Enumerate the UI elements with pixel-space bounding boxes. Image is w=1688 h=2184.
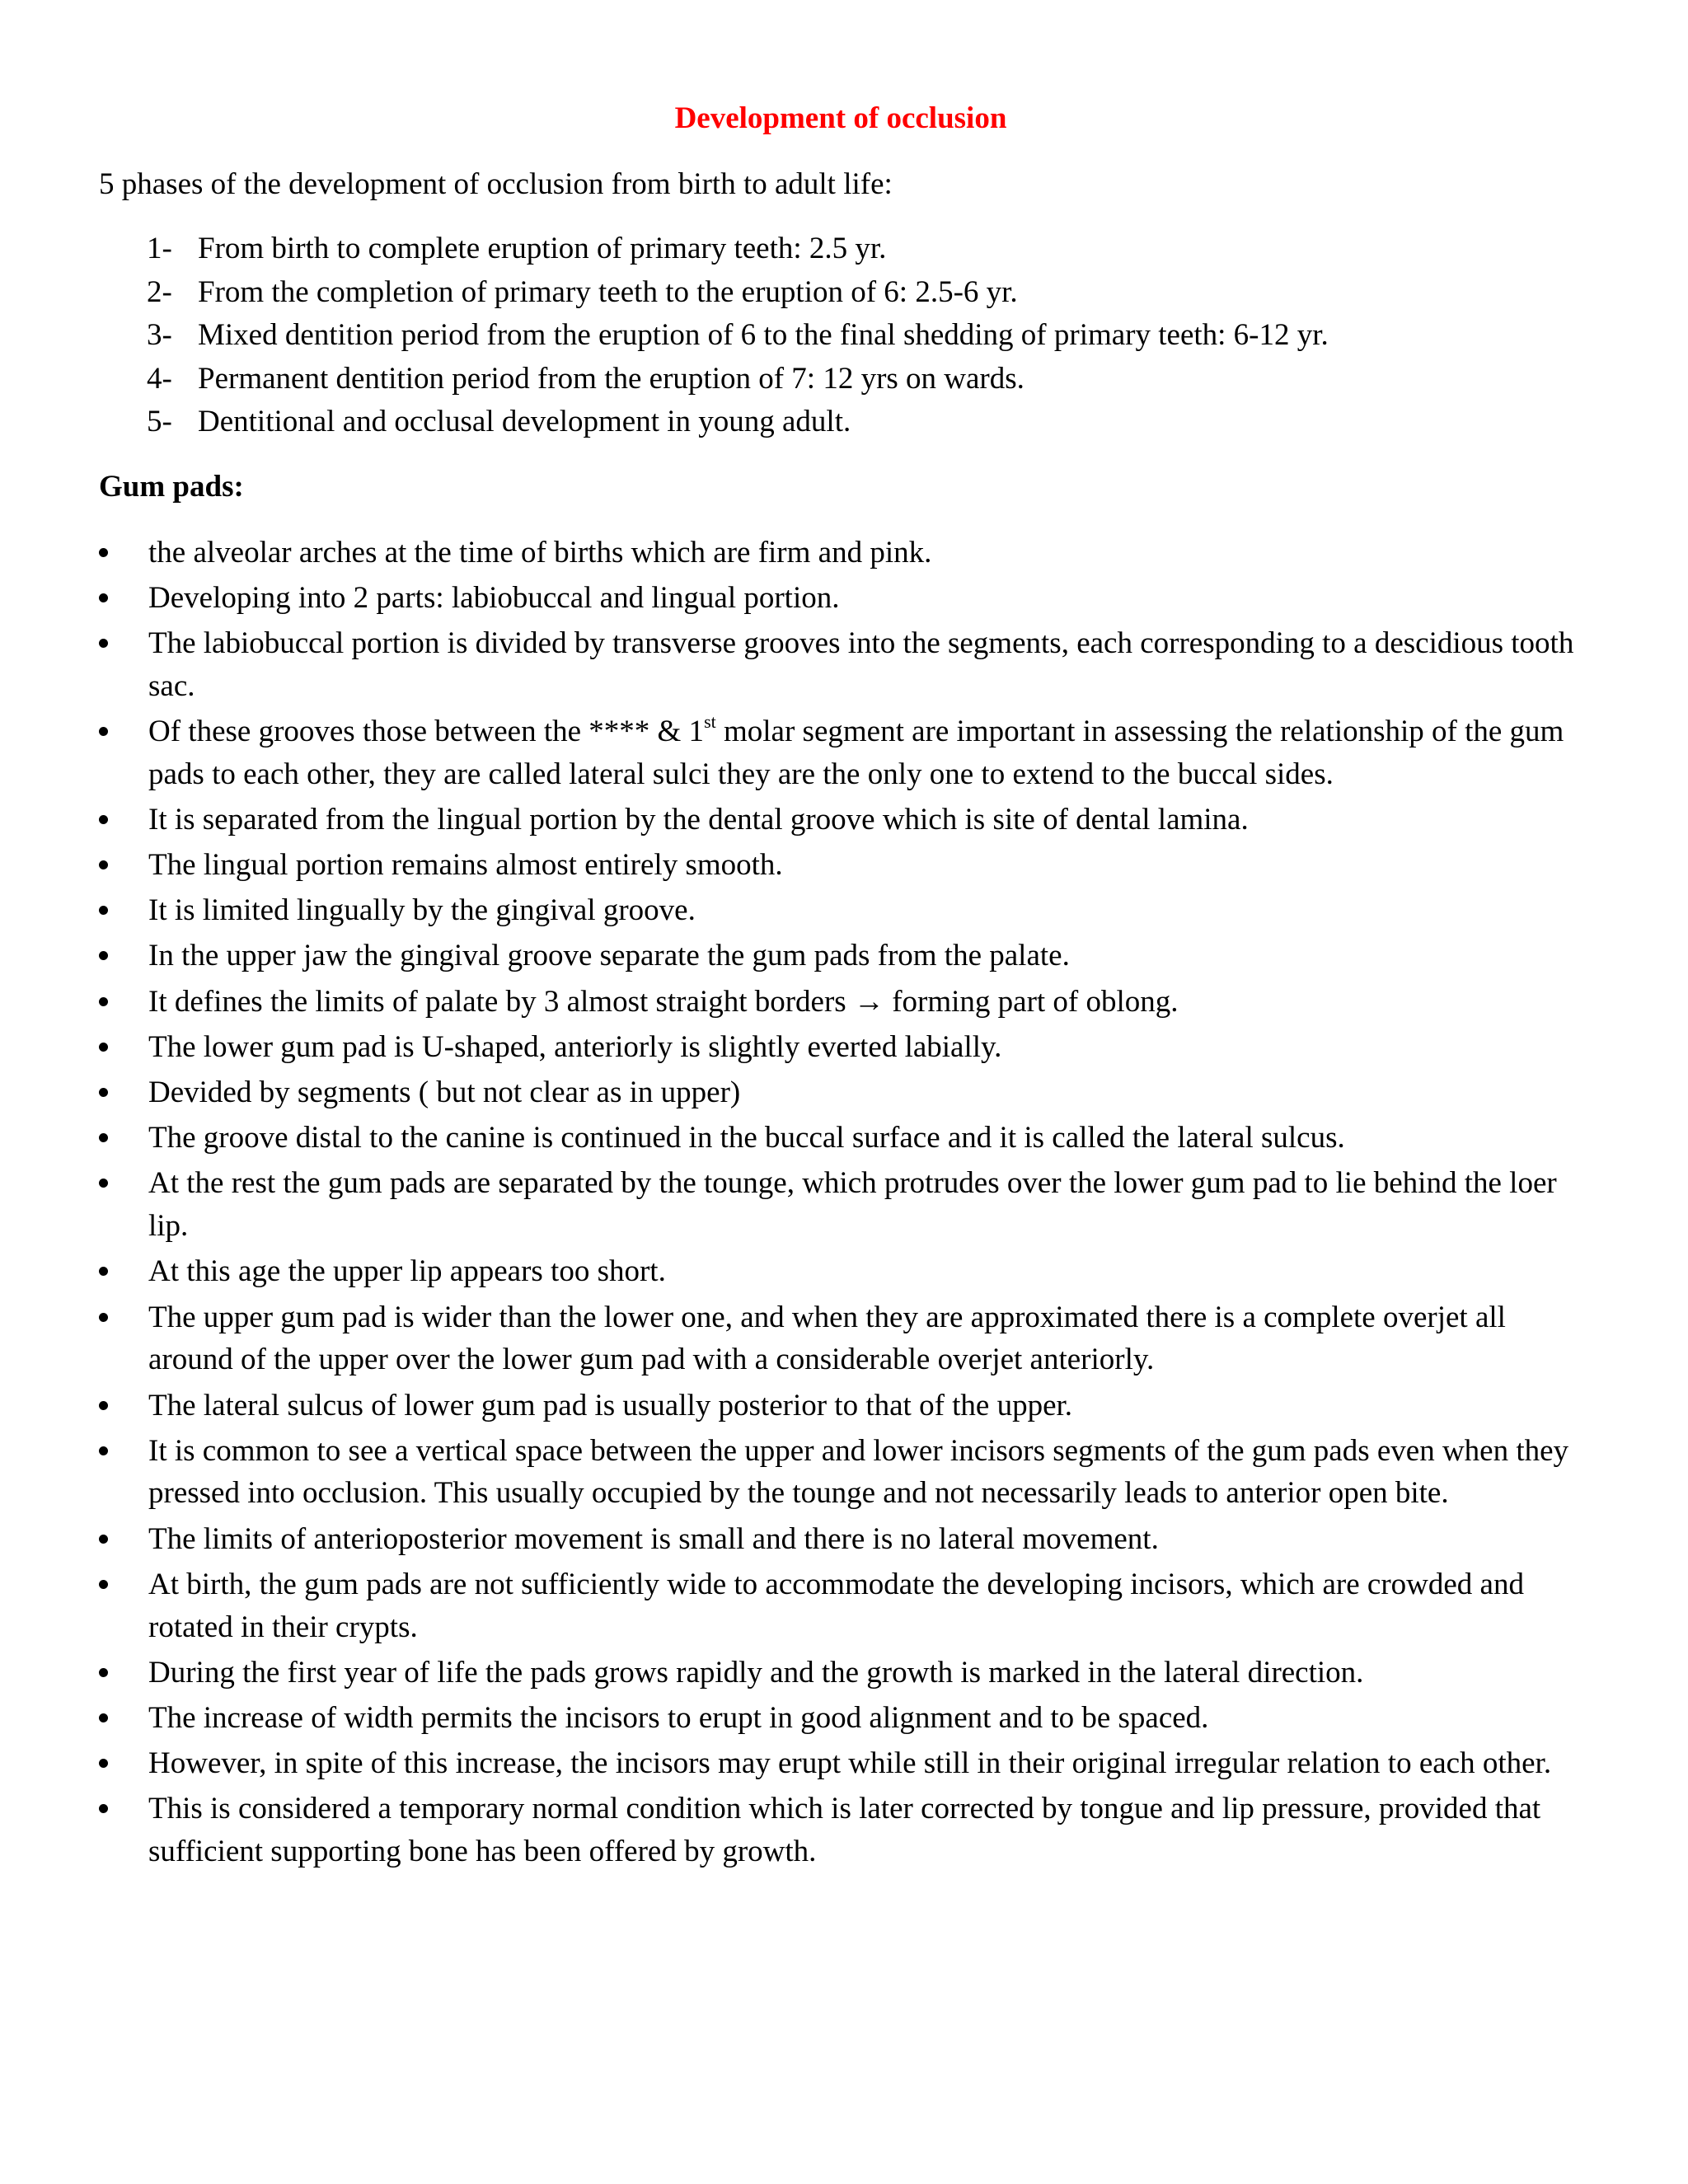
list-item bbox=[99, 401, 1582, 444]
bullet-icon bbox=[99, 1133, 108, 1142]
list-number: 4- bbox=[147, 361, 172, 396]
document-title: Development of occlusion bbox=[674, 101, 1007, 135]
bullet-text: In the upper jaw the gingival groove separate the gum pads from the palate. bbox=[148, 939, 1070, 973]
bullet-item bbox=[99, 981, 1582, 1024]
bullet-item bbox=[99, 622, 1582, 708]
bullet-item bbox=[99, 1518, 1582, 1561]
bullet-icon bbox=[99, 1313, 108, 1322]
bullet-text: The lingual portion remains almost entirely smooth. bbox=[148, 848, 783, 883]
gum-pads-bullet-list bbox=[99, 532, 1582, 1874]
bullet-icon bbox=[99, 1759, 108, 1768]
bullet-text: At birth, the gum pads are not sufficiently wide to accommodate the developing incisors, which are crowded and rotated in their crypts. bbox=[148, 1567, 1524, 1644]
bullet-icon bbox=[99, 997, 108, 1006]
bullet-text: During the first year of life the pads grows rapidly and the growth is marked in the lateral direction. bbox=[148, 1655, 1364, 1690]
bullet-item bbox=[99, 1742, 1582, 1785]
bullet-item bbox=[99, 1296, 1582, 1382]
bullet-icon bbox=[99, 1043, 108, 1052]
list-number: 3- bbox=[147, 318, 172, 352]
bullet-text: At this age the upper lip appears too short. bbox=[148, 1254, 666, 1289]
bullet-text: The lateral sulcus of lower gum pad is usually posterior to that of the upper. bbox=[148, 1388, 1073, 1422]
bullet-item bbox=[99, 577, 1582, 620]
bullet-text: the alveolar arches at the time of births which are firm and pink. bbox=[148, 535, 932, 569]
bullet-icon bbox=[99, 1179, 108, 1188]
bullet-icon bbox=[99, 548, 108, 557]
bullet-item bbox=[99, 889, 1582, 932]
bullet-item bbox=[99, 1430, 1582, 1516]
list-item bbox=[99, 358, 1582, 401]
bullet-item bbox=[99, 1788, 1582, 1873]
bullet-icon bbox=[99, 951, 108, 960]
bullet-icon bbox=[99, 1088, 108, 1097]
bullet-text: It is separated from the lingual portion by the dental groove which is site of dental lamina. bbox=[148, 802, 1249, 837]
bullet-text: The increase of width permits the incisors to erupt in good alignment and to be spaced. bbox=[148, 1701, 1209, 1736]
bullet-text-post: molar segment are important in assessing the relationship of the gum pads to each other, they are called lateral sulci they are the only one to extend to the buccal sides. bbox=[148, 714, 1564, 791]
bullet-text: It is common to see a vertical space between the upper and lower incisors segments of the gum pads even when they pressed into occlusion. This usually occupied by the tounge and not necessarily leads to anterior open bite. bbox=[148, 1433, 1569, 1511]
superscript-ordinal: st bbox=[704, 710, 716, 732]
bullet-icon bbox=[99, 1580, 108, 1589]
bullet-item bbox=[99, 1385, 1582, 1427]
bullet-item bbox=[99, 1117, 1582, 1160]
bullet-text: The lower gum pad is U-shaped, anteriorly is slightly everted labially. bbox=[148, 1029, 1002, 1064]
bullet-text: The limits of anterioposterior movement is small and there is no lateral movement. bbox=[148, 1521, 1159, 1556]
bullet-icon bbox=[99, 727, 108, 736]
list-item-text: Permanent dentition period from the eruption of 7: 12 yrs on wards. bbox=[198, 361, 1025, 396]
list-item bbox=[99, 314, 1582, 358]
bullet-icon bbox=[99, 1713, 108, 1722]
bullet-text-pre: Of these grooves those between the **** & 1 bbox=[148, 714, 705, 748]
bullet-text: The labiobuccal portion is divided by transverse grooves into the segments, each corresponding to a descidious tooth sac. bbox=[148, 626, 1574, 703]
bullet-text: It is limited lingually by the gingival groove. bbox=[148, 893, 696, 928]
bullet-item bbox=[99, 799, 1582, 841]
bullet-text: This is considered a temporary normal condition which is later corrected by tongue and lip pressure, provided that sufficient supporting bone has been offered by growth. bbox=[148, 1792, 1541, 1869]
intro-paragraph: 5 phases of the development of occlusion from birth to adult life: bbox=[99, 167, 893, 201]
bullet-icon bbox=[99, 1401, 108, 1410]
bullet-item bbox=[99, 1071, 1582, 1114]
bullet-icon bbox=[99, 1668, 108, 1677]
bullet-item bbox=[99, 1563, 1582, 1649]
bullet-text: However, in spite of this increase, the incisors may erupt while still in their original irregular relation to each other. bbox=[148, 1746, 1552, 1781]
bullet-icon bbox=[99, 639, 108, 648]
document-page bbox=[99, 97, 1582, 1876]
bullet-item bbox=[99, 532, 1582, 574]
bullet-icon bbox=[99, 860, 108, 869]
bullet-text: It defines the limits of palate by 3 almost straight borders → forming part of oblong. bbox=[148, 984, 1179, 1019]
list-item bbox=[99, 271, 1582, 315]
bullet-text: The upper gum pad is wider than the lower one, and when they are approximated there is a complete overjet all around of the upper over the lower gum pad with a considerable overjet anteriorly. bbox=[148, 1300, 1506, 1377]
bullet-text: At the rest the gum pads are separated by the tounge, which protrudes over the lower gum pad to lie behind the loer lip. bbox=[148, 1166, 1557, 1244]
list-number: 2- bbox=[147, 274, 172, 309]
bullet-icon bbox=[99, 906, 108, 915]
bullet-icon bbox=[99, 1446, 108, 1455]
bullet-item bbox=[99, 1162, 1582, 1248]
bullet-item bbox=[99, 844, 1582, 887]
bullet-text: Devided by segments ( but not clear as in upper) bbox=[148, 1075, 741, 1109]
list-item-text: Mixed dentition period from the eruption of 6 to the final shedding of primary teeth: 6-12 yr. bbox=[198, 318, 1329, 352]
list-item-text: From the completion of primary teeth to the eruption of 6: 2.5-6 yr. bbox=[198, 274, 1018, 309]
bullet-icon bbox=[99, 1267, 108, 1276]
bullet-icon bbox=[99, 1535, 108, 1544]
bullet-icon bbox=[99, 1804, 108, 1813]
bullet-item bbox=[99, 1697, 1582, 1740]
list-item-text: From birth to complete eruption of primary teeth: 2.5 yr. bbox=[198, 232, 887, 265]
section-heading: Gum pads: bbox=[99, 469, 244, 504]
bullet-item bbox=[99, 1250, 1582, 1293]
bullet-item bbox=[99, 1652, 1582, 1694]
list-number: 1- bbox=[147, 232, 172, 265]
bullet-text: The groove distal to the canine is continued in the buccal surface and it is called the lateral sulcus. bbox=[148, 1121, 1345, 1155]
bullet-item bbox=[99, 710, 1582, 796]
phases-list bbox=[99, 227, 1582, 444]
bullet-icon bbox=[99, 815, 108, 824]
list-item bbox=[99, 227, 1582, 271]
list-number: 5- bbox=[147, 405, 172, 438]
bullet-item bbox=[99, 935, 1582, 977]
list-item-text: Dentitional and occlusal development in young adult. bbox=[198, 405, 851, 438]
bullet-text: Developing into 2 parts: labiobuccal and lingual portion. bbox=[148, 580, 840, 615]
bullet-icon bbox=[99, 593, 108, 602]
bullet-item bbox=[99, 1026, 1582, 1069]
